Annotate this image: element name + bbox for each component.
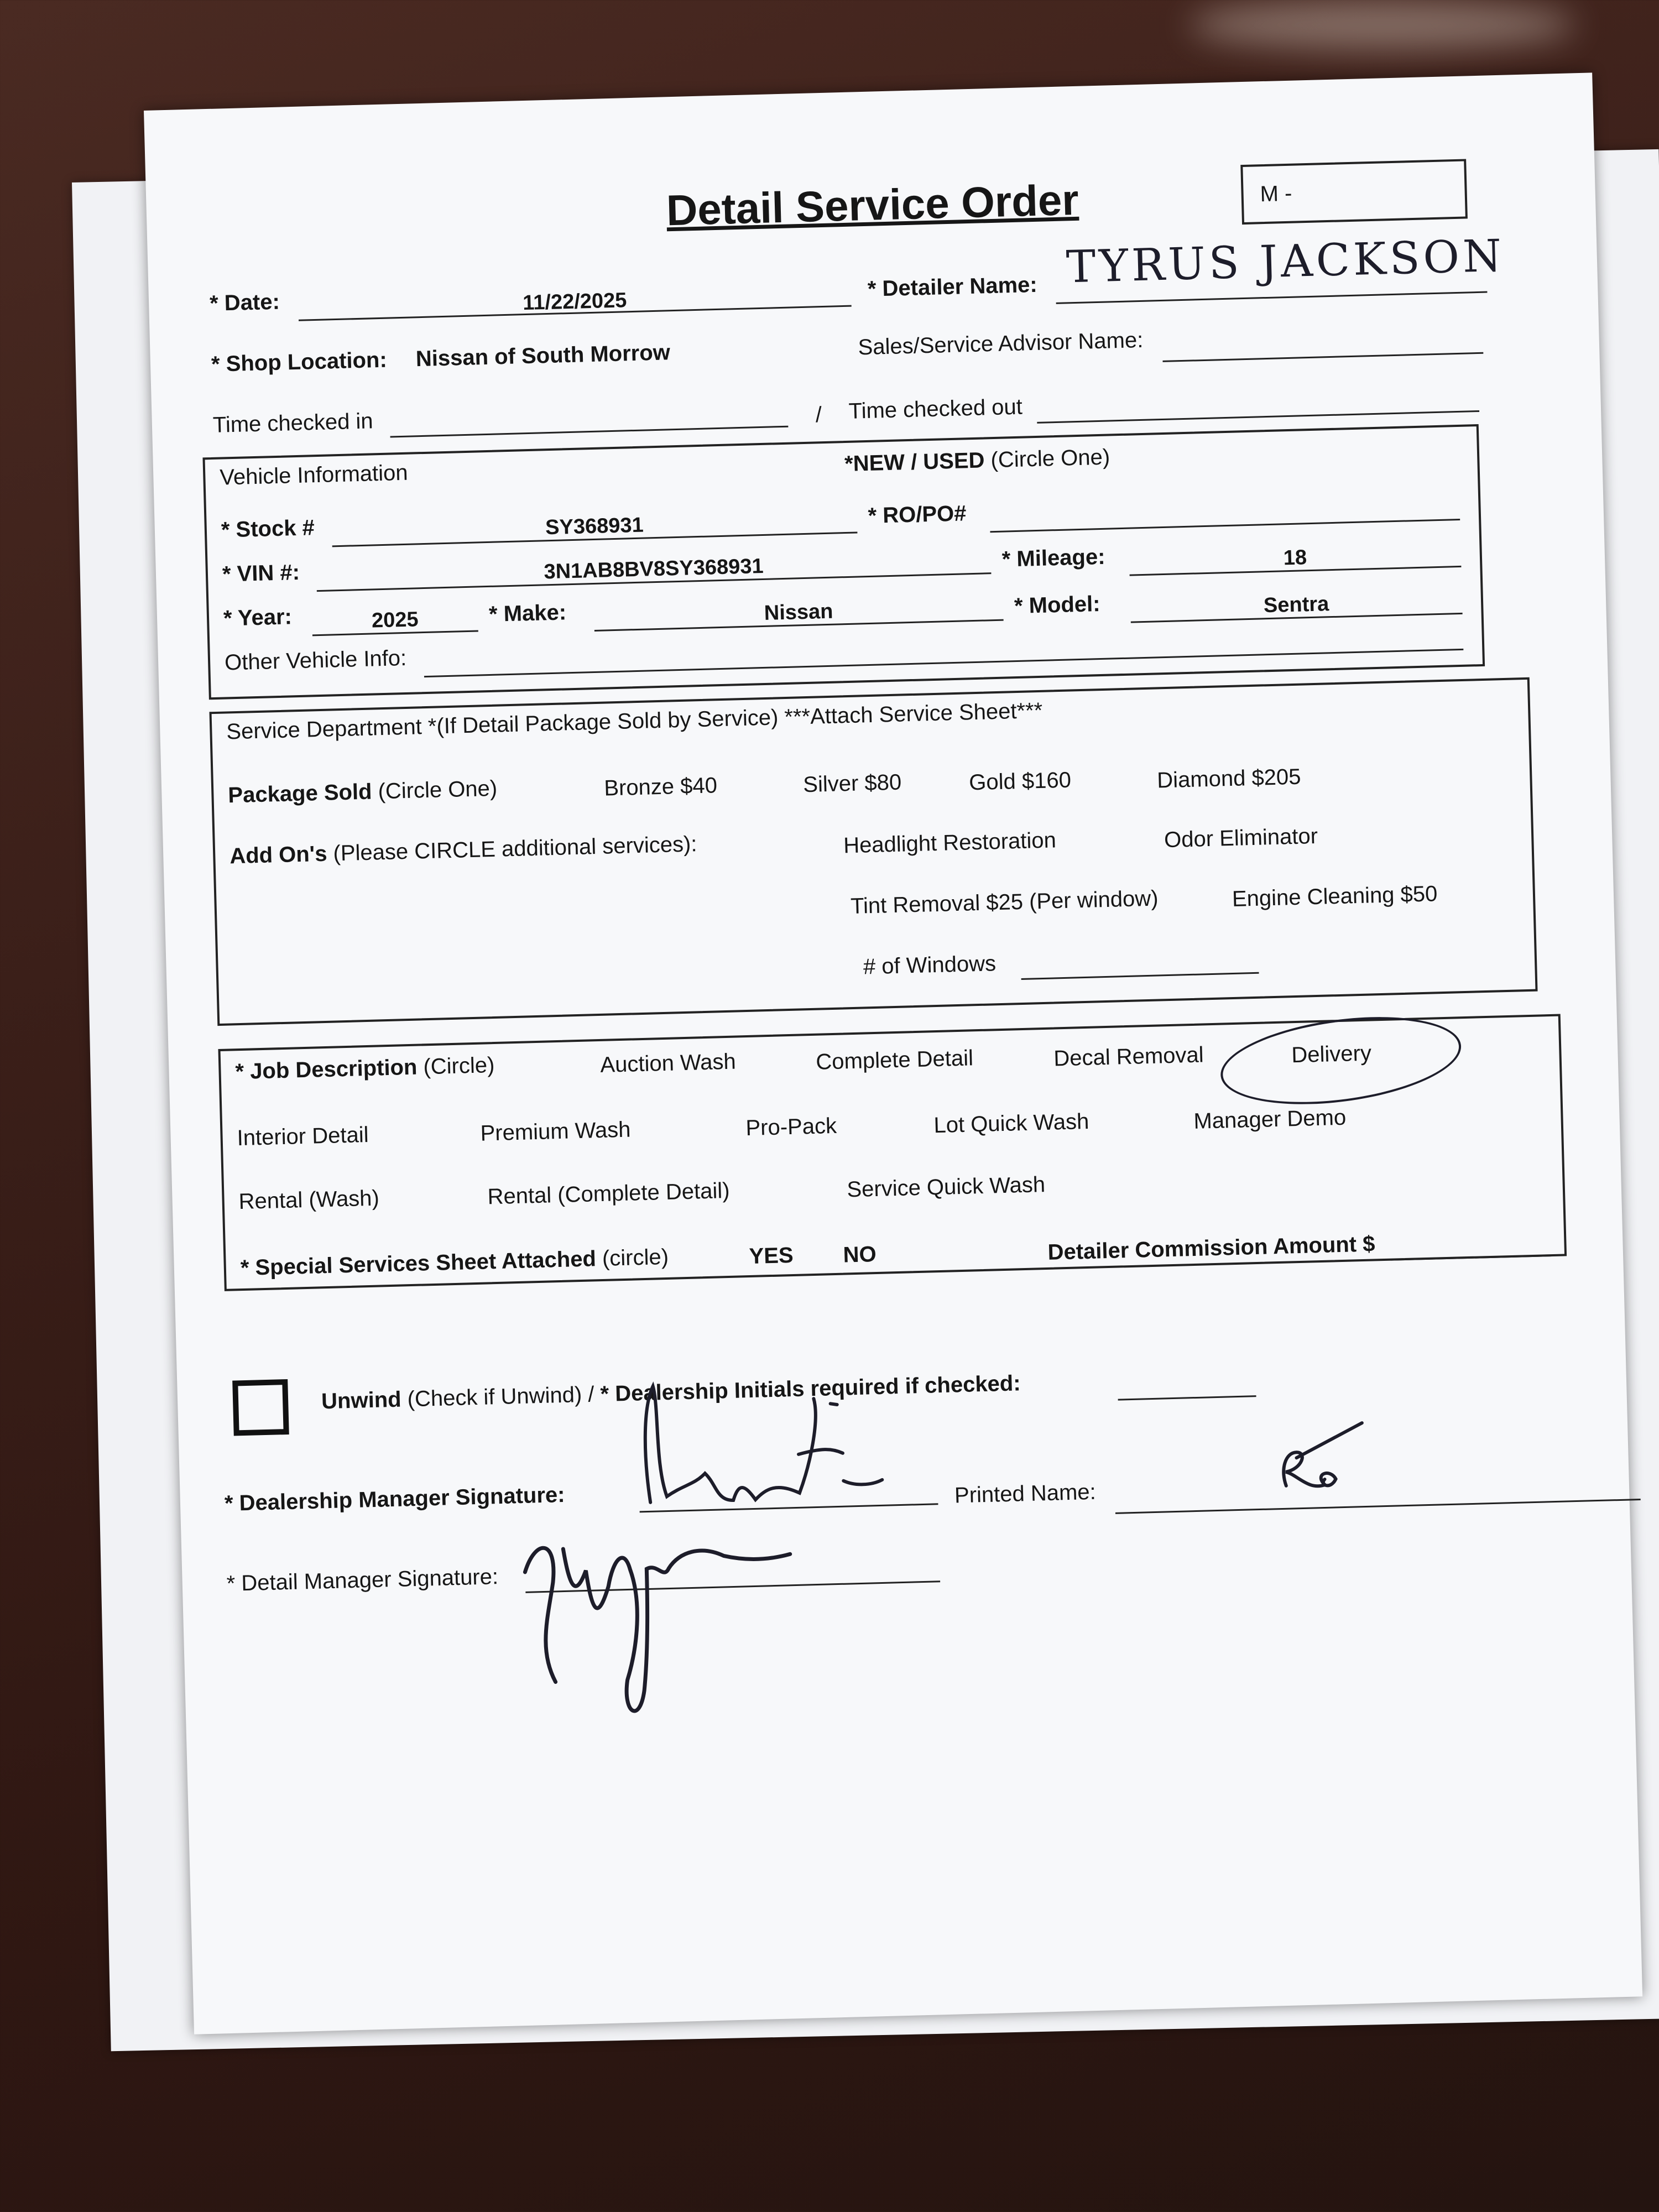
job-pro-pack[interactable]: Pro-Pack <box>745 1113 837 1141</box>
advisor-name-label: Sales/Service Advisor Name: <box>858 327 1144 360</box>
shop-location-label: * Shop Location: <box>211 347 388 377</box>
date-value[interactable]: 11/22/2025 <box>522 289 627 315</box>
dealership-manager-signature-label: * Dealership Manager Signature: <box>224 1482 566 1516</box>
addon-tint-removal[interactable]: Tint Removal $25 (Per window) <box>850 886 1159 919</box>
addon-odor-eliminator[interactable]: Odor Eliminator <box>1164 823 1318 853</box>
mileage-value[interactable]: 18 <box>1283 546 1307 570</box>
m-number-box[interactable] <box>1240 159 1468 225</box>
shop-location-value: Nissan of South Morrow <box>415 340 671 372</box>
job-rental-wash[interactable]: Rental (Wash) <box>238 1186 380 1214</box>
date-label: * Date: <box>209 289 280 316</box>
package-silver[interactable]: Silver $80 <box>802 770 902 797</box>
job-description-hint: (Circle) <box>416 1052 495 1079</box>
new-used-label: *NEW / USED <box>844 448 985 477</box>
add-ons-title: Add On's <box>229 841 328 869</box>
special-services-yes[interactable]: YES <box>749 1243 794 1269</box>
other-vehicle-info-label: Other Vehicle Info: <box>224 645 407 675</box>
mileage-label: * Mileage: <box>1001 544 1106 572</box>
special-services-no[interactable]: NO <box>843 1242 877 1267</box>
time-separator: / <box>815 403 822 427</box>
year-label: * Year: <box>223 604 293 631</box>
package-bronze[interactable]: Bronze $40 <box>603 773 718 801</box>
model-value[interactable]: Sentra <box>1263 592 1329 618</box>
detailer-commission-label: Detailer Commission Amount $ <box>1047 1232 1375 1265</box>
windows-count-label: # of Windows <box>863 951 997 979</box>
dealership-initials-label: * Dealership Initials required if checked: <box>599 1371 1021 1407</box>
form-title: Detail Service Order <box>665 175 1079 235</box>
time-out-label: Time checked out <box>848 394 1023 424</box>
detail-manager-signature-label: * Detail Manager Signature: <box>226 1564 499 1596</box>
ro-po-label: * RO/PO# <box>868 501 967 528</box>
unwind-title: Unwind <box>321 1387 402 1414</box>
package-sold-title: Package Sold <box>227 779 373 808</box>
advisor-name-line[interactable] <box>1162 352 1483 362</box>
unwind-hint: (Check if Unwind) / <box>401 1382 601 1412</box>
printed-name-initials-scrawl <box>1262 1417 1375 1503</box>
detailer-name-line <box>1056 291 1488 304</box>
vin-label: * VIN #: <box>222 560 300 587</box>
add-ons-hint: (Please CIRCLE additional services): <box>326 832 697 866</box>
table-glare <box>1189 0 1576 50</box>
addon-engine-cleaning[interactable]: Engine Cleaning $50 <box>1232 881 1438 911</box>
job-interior-detail[interactable]: Interior Detail <box>237 1123 369 1151</box>
special-services-title: * Special Services Sheet Attached <box>240 1246 597 1281</box>
year-value[interactable]: 2025 <box>371 608 419 633</box>
job-description-title: * Job Description <box>234 1055 418 1084</box>
m-number-label: M - <box>1260 181 1292 207</box>
stock-value[interactable]: SY368931 <box>545 513 644 540</box>
special-services-hint: (circle) <box>596 1244 669 1271</box>
dealership-manager-signature-scrawl <box>630 1368 944 1520</box>
job-auction-wash[interactable]: Auction Wash <box>599 1049 737 1077</box>
job-manager-demo[interactable]: Manager Demo <box>1193 1105 1347 1134</box>
job-complete-detail[interactable]: Complete Detail <box>815 1046 974 1074</box>
service-department-heading: Service Department *(If Detail Package Sold by Service) ***Attach Service Sheet*** <box>226 698 1043 744</box>
unwind-checkbox[interactable] <box>232 1379 289 1436</box>
vehicle-info-heading: Vehicle Information <box>219 460 409 490</box>
job-lot-quick-wash[interactable]: Lot Quick Wash <box>933 1109 1089 1138</box>
addon-headlight-restoration[interactable]: Headlight Restoration <box>843 828 1057 858</box>
make-value[interactable]: Nissan <box>764 599 833 625</box>
make-label: * Make: <box>488 600 567 627</box>
time-in-label: Time checked in <box>212 409 374 437</box>
printed-name-line[interactable] <box>1115 1499 1641 1514</box>
detailer-name-handwritten[interactable]: TYRUS JACKSON <box>1065 229 1506 293</box>
time-in-line[interactable] <box>390 426 789 438</box>
package-sold-hint: (Circle One) <box>371 776 498 804</box>
detailer-name-label: * Detailer Name: <box>867 272 1038 301</box>
package-diamond[interactable]: Diamond $205 <box>1156 764 1302 793</box>
new-used-hint: (Circle One) <box>984 445 1110 473</box>
job-decal-removal[interactable]: Decal Removal <box>1053 1042 1204 1071</box>
job-rental-complete-detail[interactable]: Rental (Complete Detail) <box>487 1178 731 1209</box>
detail-manager-signature-scrawl <box>512 1498 828 1739</box>
stock-label: * Stock # <box>221 515 315 542</box>
printed-name-label: Printed Name: <box>954 1479 1097 1508</box>
time-out-line[interactable] <box>1037 410 1479 424</box>
detail-service-order-form <box>144 72 1642 2034</box>
model-label: * Model: <box>1014 592 1101 619</box>
job-delivery[interactable]: Delivery <box>1291 1041 1372 1068</box>
package-gold[interactable]: Gold $160 <box>968 768 1072 795</box>
vin-value[interactable]: 3N1AB8BV8SY368931 <box>543 554 764 584</box>
job-service-quick-wash[interactable]: Service Quick Wash <box>846 1172 1046 1202</box>
dealership-initials-line[interactable] <box>1118 1395 1256 1401</box>
job-premium-wash[interactable]: Premium Wash <box>480 1117 632 1146</box>
